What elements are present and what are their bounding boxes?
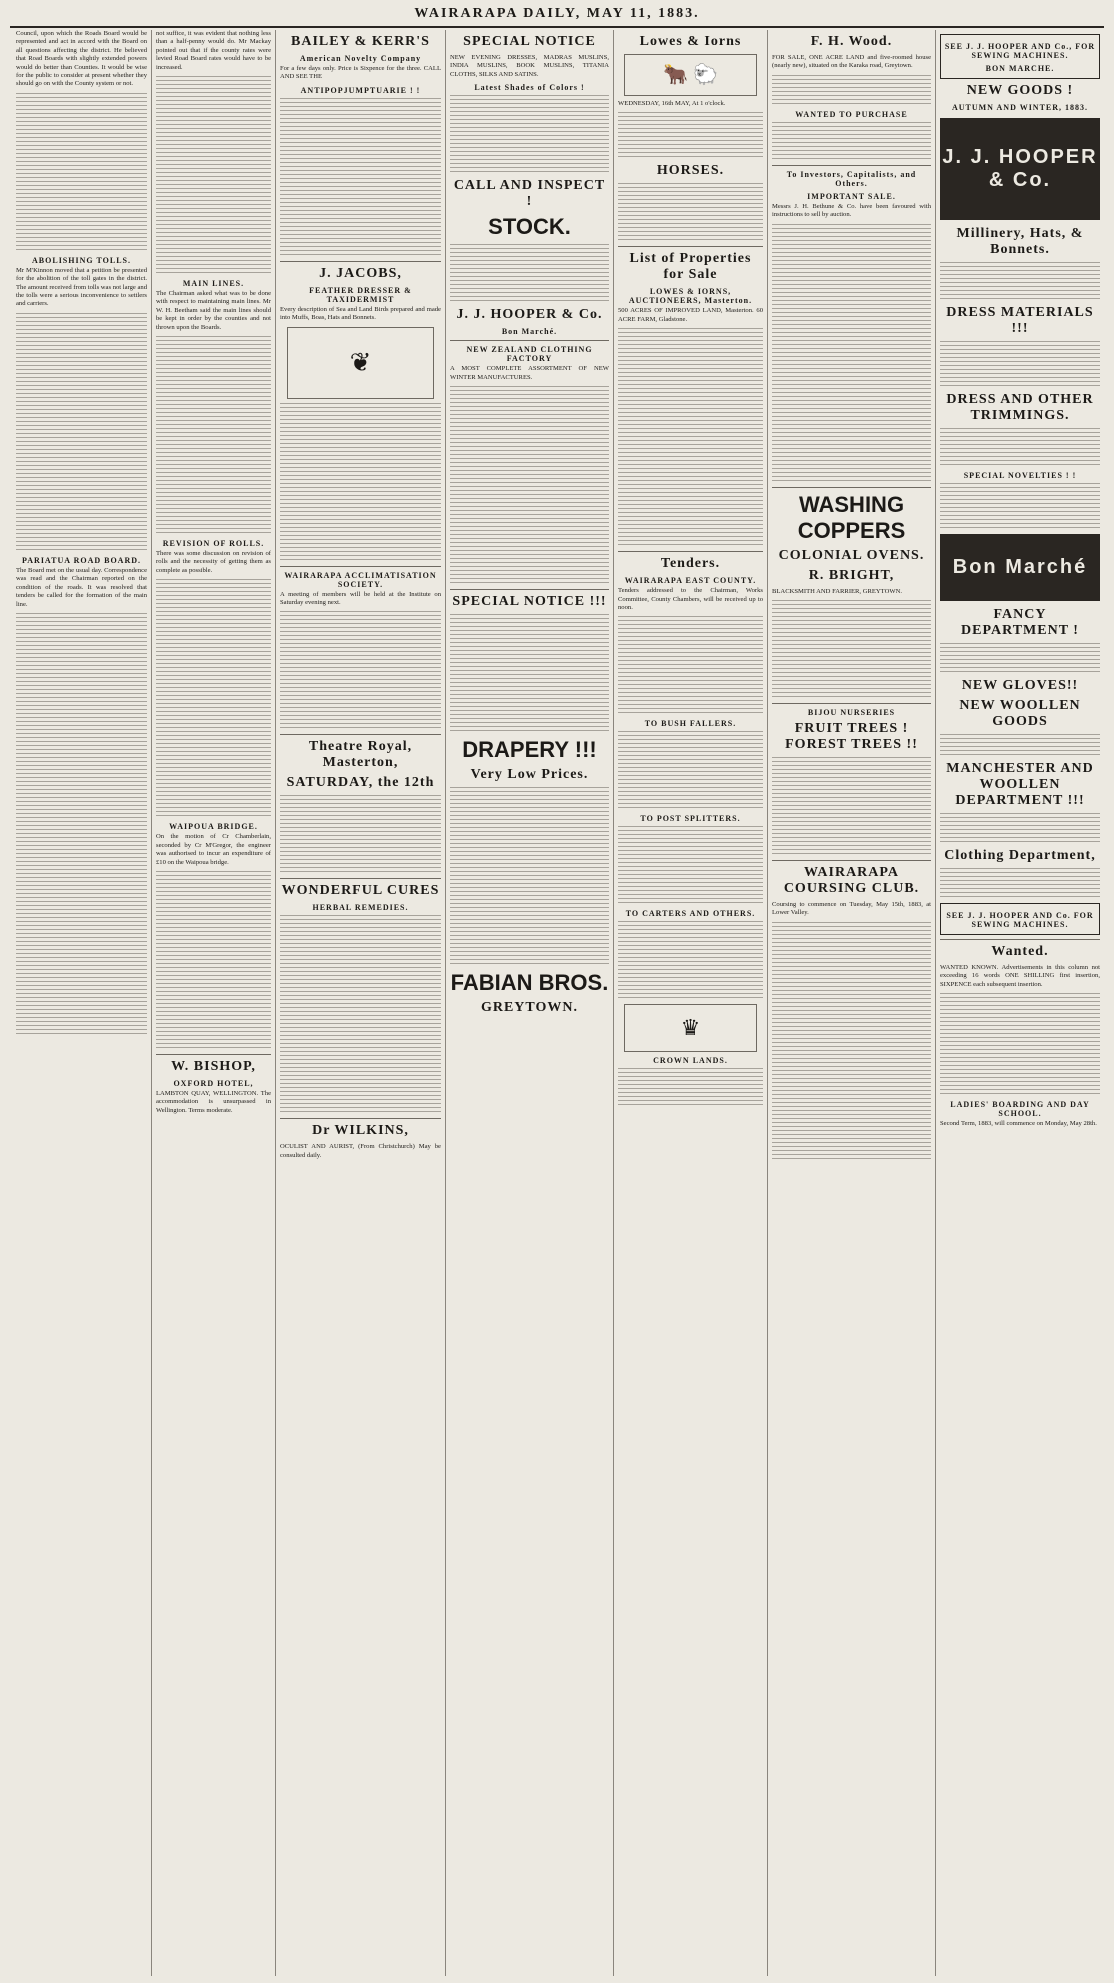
col1-filler-3: [16, 613, 147, 1034]
col3-filler-3: [280, 611, 441, 728]
column-4: [446, 30, 614, 1976]
col7-filler-9: [940, 993, 1100, 1094]
col5-ad1-big: HORSES.: [656, 163, 725, 179]
newspaper-columns: [12, 30, 1104, 1976]
col4-ad4-text: A MOST COMPLETE ASSORTMENT OF NEW WINTER MANUFACTURES.: [450, 365, 609, 381]
col3-coat-of-arms-icon: ❦: [287, 327, 434, 399]
col7-ad12-title: Clothing Department,: [944, 848, 1096, 863]
col3-ad3-title: WAIRARAPA ACCLIMATISATION SOCIETY.: [284, 570, 437, 589]
col3-ad1-big: ANTIPOPJUMPTUARIE ! !: [300, 85, 421, 95]
col7-ad3-banner: J. J. HOOPER & Co.: [940, 118, 1100, 220]
col2-filler-3: [156, 579, 271, 816]
col3-divider-3: [280, 734, 441, 735]
column-1: [12, 30, 152, 1976]
col3-ad5-sub: HERBAL REMEDIES.: [312, 903, 409, 913]
col6-ad5-big: FRUIT TREES ! FOREST TREES !!: [785, 721, 918, 753]
col7-wanted-title: Wanted.: [991, 944, 1049, 959]
col5-livestock-icon: 🐂 🐑: [624, 54, 757, 96]
col6-ad3-text: Messrs J. H. Bethune & Co. have been favoured with instructions to sell by auction.: [772, 202, 931, 219]
col7-filler-8: [940, 868, 1100, 897]
masthead-rule: [10, 26, 1104, 28]
col5-ad4-title: WAIRARAPA EAST COUNTY.: [624, 576, 757, 586]
column-2: [152, 30, 276, 1976]
col2-heading-1: MAIN LINES.: [182, 279, 245, 289]
col6-filler-2: [772, 122, 931, 159]
col7-ad1-box: [940, 34, 1100, 79]
col5-ad8-title: CROWN LANDS.: [653, 1056, 728, 1066]
col7-ad5-title: DRESS AND OTHER TRIMMINGS.: [946, 392, 1094, 423]
col7-filler-4: [940, 483, 1100, 528]
col6-ad1-text: FOR SALE, ONE ACRE LAND and five-roomed house (nearly new), situated on the Karaka road, Greytown.: [772, 54, 931, 70]
col3-ad3-text: A meeting of members will be held at the Institute on Saturday evening next.: [280, 590, 441, 607]
col7-ad7-banner: Bon Marché: [940, 534, 1100, 601]
col7-filler-1: [940, 262, 1100, 299]
column-7: [936, 30, 1104, 1976]
col3-filler-5: [280, 915, 441, 1112]
col1-filler-1: [16, 93, 147, 250]
col5-ad4-text: Tenders addressed to the Chairman, Works Committee, County Chambers, will be received up to noon.: [618, 587, 763, 612]
col3-filler-1: [280, 98, 441, 255]
col6-ad2-title: WANTED TO PURCHASE: [795, 109, 908, 119]
col6-filler-4: [772, 600, 931, 697]
col5-ad3-title: Tenders.: [660, 556, 721, 572]
col5-filler-3: [618, 328, 763, 545]
col3-divider-5: [280, 1118, 441, 1119]
col6-ad4-huge: WASHING COPPERS: [797, 491, 906, 543]
col7-ad2-sub: AUTUMN AND WINTER, 1883.: [951, 103, 1089, 112]
col7-filler-2: [940, 341, 1100, 386]
col5-ad2-text: 500 ACRES OF IMPROVED LAND, Masterton. 60 ACRE FARM, Gladstone.: [618, 307, 763, 323]
col6-ad4-text: BLACKSMITH AND FARRIER, GREYTOWN.: [772, 587, 902, 595]
col6-ad5-title: BIJOU NURSERIES: [807, 708, 896, 718]
col1-text-3: The Board met on the usual day. Correspondence was read and the Chairman reported on the condition of the roads. It was resolved that tenders be called for the formation of the main line.: [16, 566, 147, 608]
col3-ad2-title: J. JACOBS,: [319, 265, 402, 281]
col3-divider-4: [280, 878, 441, 879]
col7-ad8-title: FANCY DEPARTMENT !: [961, 607, 1079, 638]
col1-heading-2: PARIATUA ROAD BOARD.: [21, 555, 142, 565]
col2-divider: [156, 1054, 271, 1055]
col7-ad1-sub: BON MARCHE.: [985, 64, 1055, 73]
col7-filler-6: [940, 734, 1100, 755]
col5-crown-emblem-icon: ♛: [624, 1004, 757, 1052]
col6-filler-1: [772, 75, 931, 104]
col4-divider-2: [450, 589, 609, 590]
col7-filler-7: [940, 813, 1100, 842]
col4-filler-1: [450, 95, 609, 172]
col3-filler-4: [280, 795, 441, 872]
col1-filler-2: [16, 313, 147, 550]
col7-ad3-title: Millinery, Hats, & Bonnets.: [956, 226, 1084, 257]
col5-filler-4: [618, 616, 763, 713]
col6-divider-3: [772, 703, 931, 704]
col3-ad6-title: Dr WILKINS,: [312, 1123, 409, 1139]
col6-divider-1: [772, 165, 931, 166]
col5-ad2-sub: LOWES & IORNS, AUCTIONEERS, Masterton.: [628, 287, 753, 306]
col5-filler-8: [618, 1068, 763, 1105]
col4-ad6-big: DRAPERY !!!: [462, 737, 597, 763]
column-3: [276, 30, 446, 1976]
col4-filler-4: [450, 614, 609, 731]
col1-heading-1: ABOLISHING TOLLS.: [32, 255, 131, 265]
col7-filler-3: [940, 428, 1100, 465]
col3-ad1-title: BAILEY & KERR'S: [291, 34, 430, 49]
col2-filler-4: [156, 871, 271, 1048]
col6-ad3-title: To Investors, Capitalists, and Others.: [786, 169, 917, 188]
col5-ad7-title: TO CARTERS AND OTHERS.: [625, 909, 756, 919]
col4-filler-2: [450, 244, 609, 301]
col6-ad4-sub: COLONIAL OVENS.: [778, 547, 925, 563]
col7-filler-5: [940, 643, 1100, 672]
col7-school-text: Second Term, 1883, will commence on Monday, May 28th.: [940, 1120, 1097, 1128]
col4-divider-1: [450, 340, 609, 341]
col7-ad2-title: NEW GOODS !: [966, 83, 1074, 98]
col2-filler-2: [156, 336, 271, 533]
col3-ad2-text: Every description of Sea and Land Birds prepared and made into Muffs, Boas, Hats and Bonnets.: [280, 305, 441, 322]
col7-school-title: LADIES' BOARDING AND DAY SCHOOL.: [950, 1100, 1090, 1119]
col6-ad4-title: R. BRIGHT,: [808, 567, 895, 583]
col5-filler-5: [618, 731, 763, 808]
col3-ad4-date: SATURDAY, the 12th: [286, 775, 435, 791]
col4-ad2-huge: STOCK.: [488, 214, 571, 240]
col5-divider-2: [618, 551, 763, 552]
col2-text-3: There was some discussion on revision of rolls and the necessity of getting them as complete as possible.: [156, 550, 271, 574]
col7-wanted-text: WANTED KNOWN. Advertisements in this column not exceeding 16 words ONE SHILLING first insertion, SIXPENCE each subsequent insertion.: [940, 964, 1100, 988]
col7-ad1-title: SEE J. J. HOOPER AND Co., FOR SEWING MACHINES.: [944, 42, 1096, 60]
col3-ad4-title: Theatre Royal, Masterton,: [308, 739, 413, 771]
col4-ad5-big: SPECIAL NOTICE !!!: [452, 594, 607, 610]
col7-ad13-title: SEE J. J. HOOPER AND Co. FOR SEWING MACHINES.: [946, 911, 1094, 929]
masthead: [0, 0, 1114, 26]
col2-ad1-sub: OXFORD HOTEL,: [173, 1078, 254, 1088]
col4-ad1-title: SPECIAL NOTICE: [463, 34, 596, 49]
col2-heading-3: WAIPOUA BRIDGE.: [169, 822, 258, 832]
col7-divider-1: [940, 939, 1100, 940]
col4-ad7-huge: FABIAN BROS.: [450, 970, 609, 996]
col2-text-1: not suffice, it was evident that nothing less than a half-penny would do. Mr Mackay pointed out that if the county rates were levied Road Board rates would have to be increased.: [156, 30, 271, 71]
col5-ad1-title: Lowes & Iorns: [639, 34, 742, 49]
col4-ad1-big: Latest Shades of Colors !: [474, 83, 585, 93]
col6-ad3-sub: IMPORTANT SALE.: [807, 191, 896, 201]
col3-ad5-title: WONDERFUL CURES: [281, 883, 440, 899]
col5-filler-6: [618, 826, 763, 903]
col6-filler-5: [772, 757, 931, 854]
col3-ad6-text: OCULIST AND AURIST, (From Christchurch) May be consulted daily.: [280, 1143, 441, 1159]
col2-text-4: On the motion of Cr Chamberlain, seconded by Cr M'Gregor, the engineer was authorised to incur an expenditure of £10 on the Waipoua bridge.: [156, 833, 271, 866]
col6-ad6-title: WAIRARAPA COURSING CLUB.: [783, 865, 920, 897]
col3-filler-2: [280, 403, 441, 560]
col3-ad1-text: For a few days only. Price is Sixpence for the three. CALL AND SEE THE: [280, 65, 441, 81]
col7-ad6-title: SPECIAL NOVELTIES ! !: [963, 471, 1077, 480]
column-5: [614, 30, 768, 1976]
col6-divider-2: [772, 487, 931, 488]
col5-divider-1: [618, 246, 763, 247]
col3-divider-1: [280, 261, 441, 262]
col5-filler-2: [618, 183, 763, 240]
col2-ad1-text: LAMBTON QUAY, WELLINGTON. The accommodation is unsurpassed in Wellington. Terms moderate.: [156, 1089, 271, 1114]
col5-ad5-title: TO BUSH FALLERS.: [644, 719, 737, 729]
column-6: [768, 30, 936, 1976]
col7-ad4-title: DRESS MATERIALS !!!: [946, 305, 1094, 336]
col4-ad3-title: J. J. HOOPER & Co.: [456, 307, 603, 323]
col6-ad6-text: Coursing to commence on Tuesday, May 15th, 1883, at Lower Valley.: [772, 901, 931, 917]
col3-divider-2: [280, 566, 441, 567]
col7-ad9-title: NEW GLOVES!!: [961, 678, 1079, 693]
col3-ad2-sub: FEATHER DRESSER & TAXIDERMIST: [309, 285, 412, 304]
col2-ad1-title: W. BISHOP,: [171, 1058, 256, 1074]
col4-ad2-big: CALL AND INSPECT !: [453, 178, 606, 210]
col4-ad6-sub: Very Low Prices.: [470, 767, 589, 783]
col2-text-2: The Chairman asked what was to be done with respect to maintaining main lines. Mr W. H. Beetham said the main lines should be kept in order by the counties and not thrown upon the Boards.: [156, 290, 271, 331]
col4-filler-3: [450, 386, 609, 583]
col4-ad7-sub: GREYTOWN.: [480, 1000, 579, 1016]
col4-ad1-text: NEW EVENING DRESSES, MADRAS MUSLINS, INDIA MUSLINS, BOOK MUSLINS, TITANIA CLOTHS, SILKS AND SATINS.: [450, 54, 609, 78]
col5-filler-7: [618, 921, 763, 998]
col4-ad3-sub: Bon Marché.: [501, 327, 558, 337]
col6-divider-4: [772, 860, 931, 861]
col4-filler-5: [450, 787, 609, 964]
col7-ad11-title: MANCHESTER AND WOOLLEN DEPARTMENT !!!: [946, 761, 1094, 808]
col4-ad4-title: NEW ZEALAND CLOTHING FACTORY: [466, 345, 593, 364]
col6-filler-6: [772, 922, 931, 1159]
col3-ad1-sub: American Novelty Company: [299, 54, 422, 63]
col2-heading-2: REVISION OF ROLLS.: [162, 539, 265, 549]
col2-filler-1: [156, 76, 271, 273]
col1-text-1: Council, upon which the Roads Board would be represented and act in accord with the Board on all questions affecting the district. He believed that Road Boards with slightly extended powers would do better than Counties. It would be wise for the public to consider at present whether they should go on with the County system or not.: [16, 30, 147, 88]
masthead-title: WAIRARAPA DAILY, MAY 11, 1883.: [414, 6, 700, 21]
col6-ad1-title: F. H. Wood.: [810, 34, 893, 49]
col5-filler-1: [618, 112, 763, 157]
col5-ad2-title: List of Properties for Sale: [629, 251, 752, 283]
col7-ad10-title: NEW WOOLLEN GOODS: [959, 698, 1081, 729]
col5-ad1-text: WEDNESDAY, 16th MAY, At 1 o'clock.: [618, 100, 726, 107]
col6-filler-3: [772, 224, 931, 481]
col1-text-2: Mr M'Kinnon moved that a petition be presented for the abolition of the toll gates in the district. The amount received from tolls was not large and the tolls were a serious inconvenience to settlers and carriers.: [16, 266, 147, 308]
col7-ad13-box: [940, 903, 1100, 935]
col5-ad6-title: TO POST SPLITTERS.: [640, 814, 741, 824]
